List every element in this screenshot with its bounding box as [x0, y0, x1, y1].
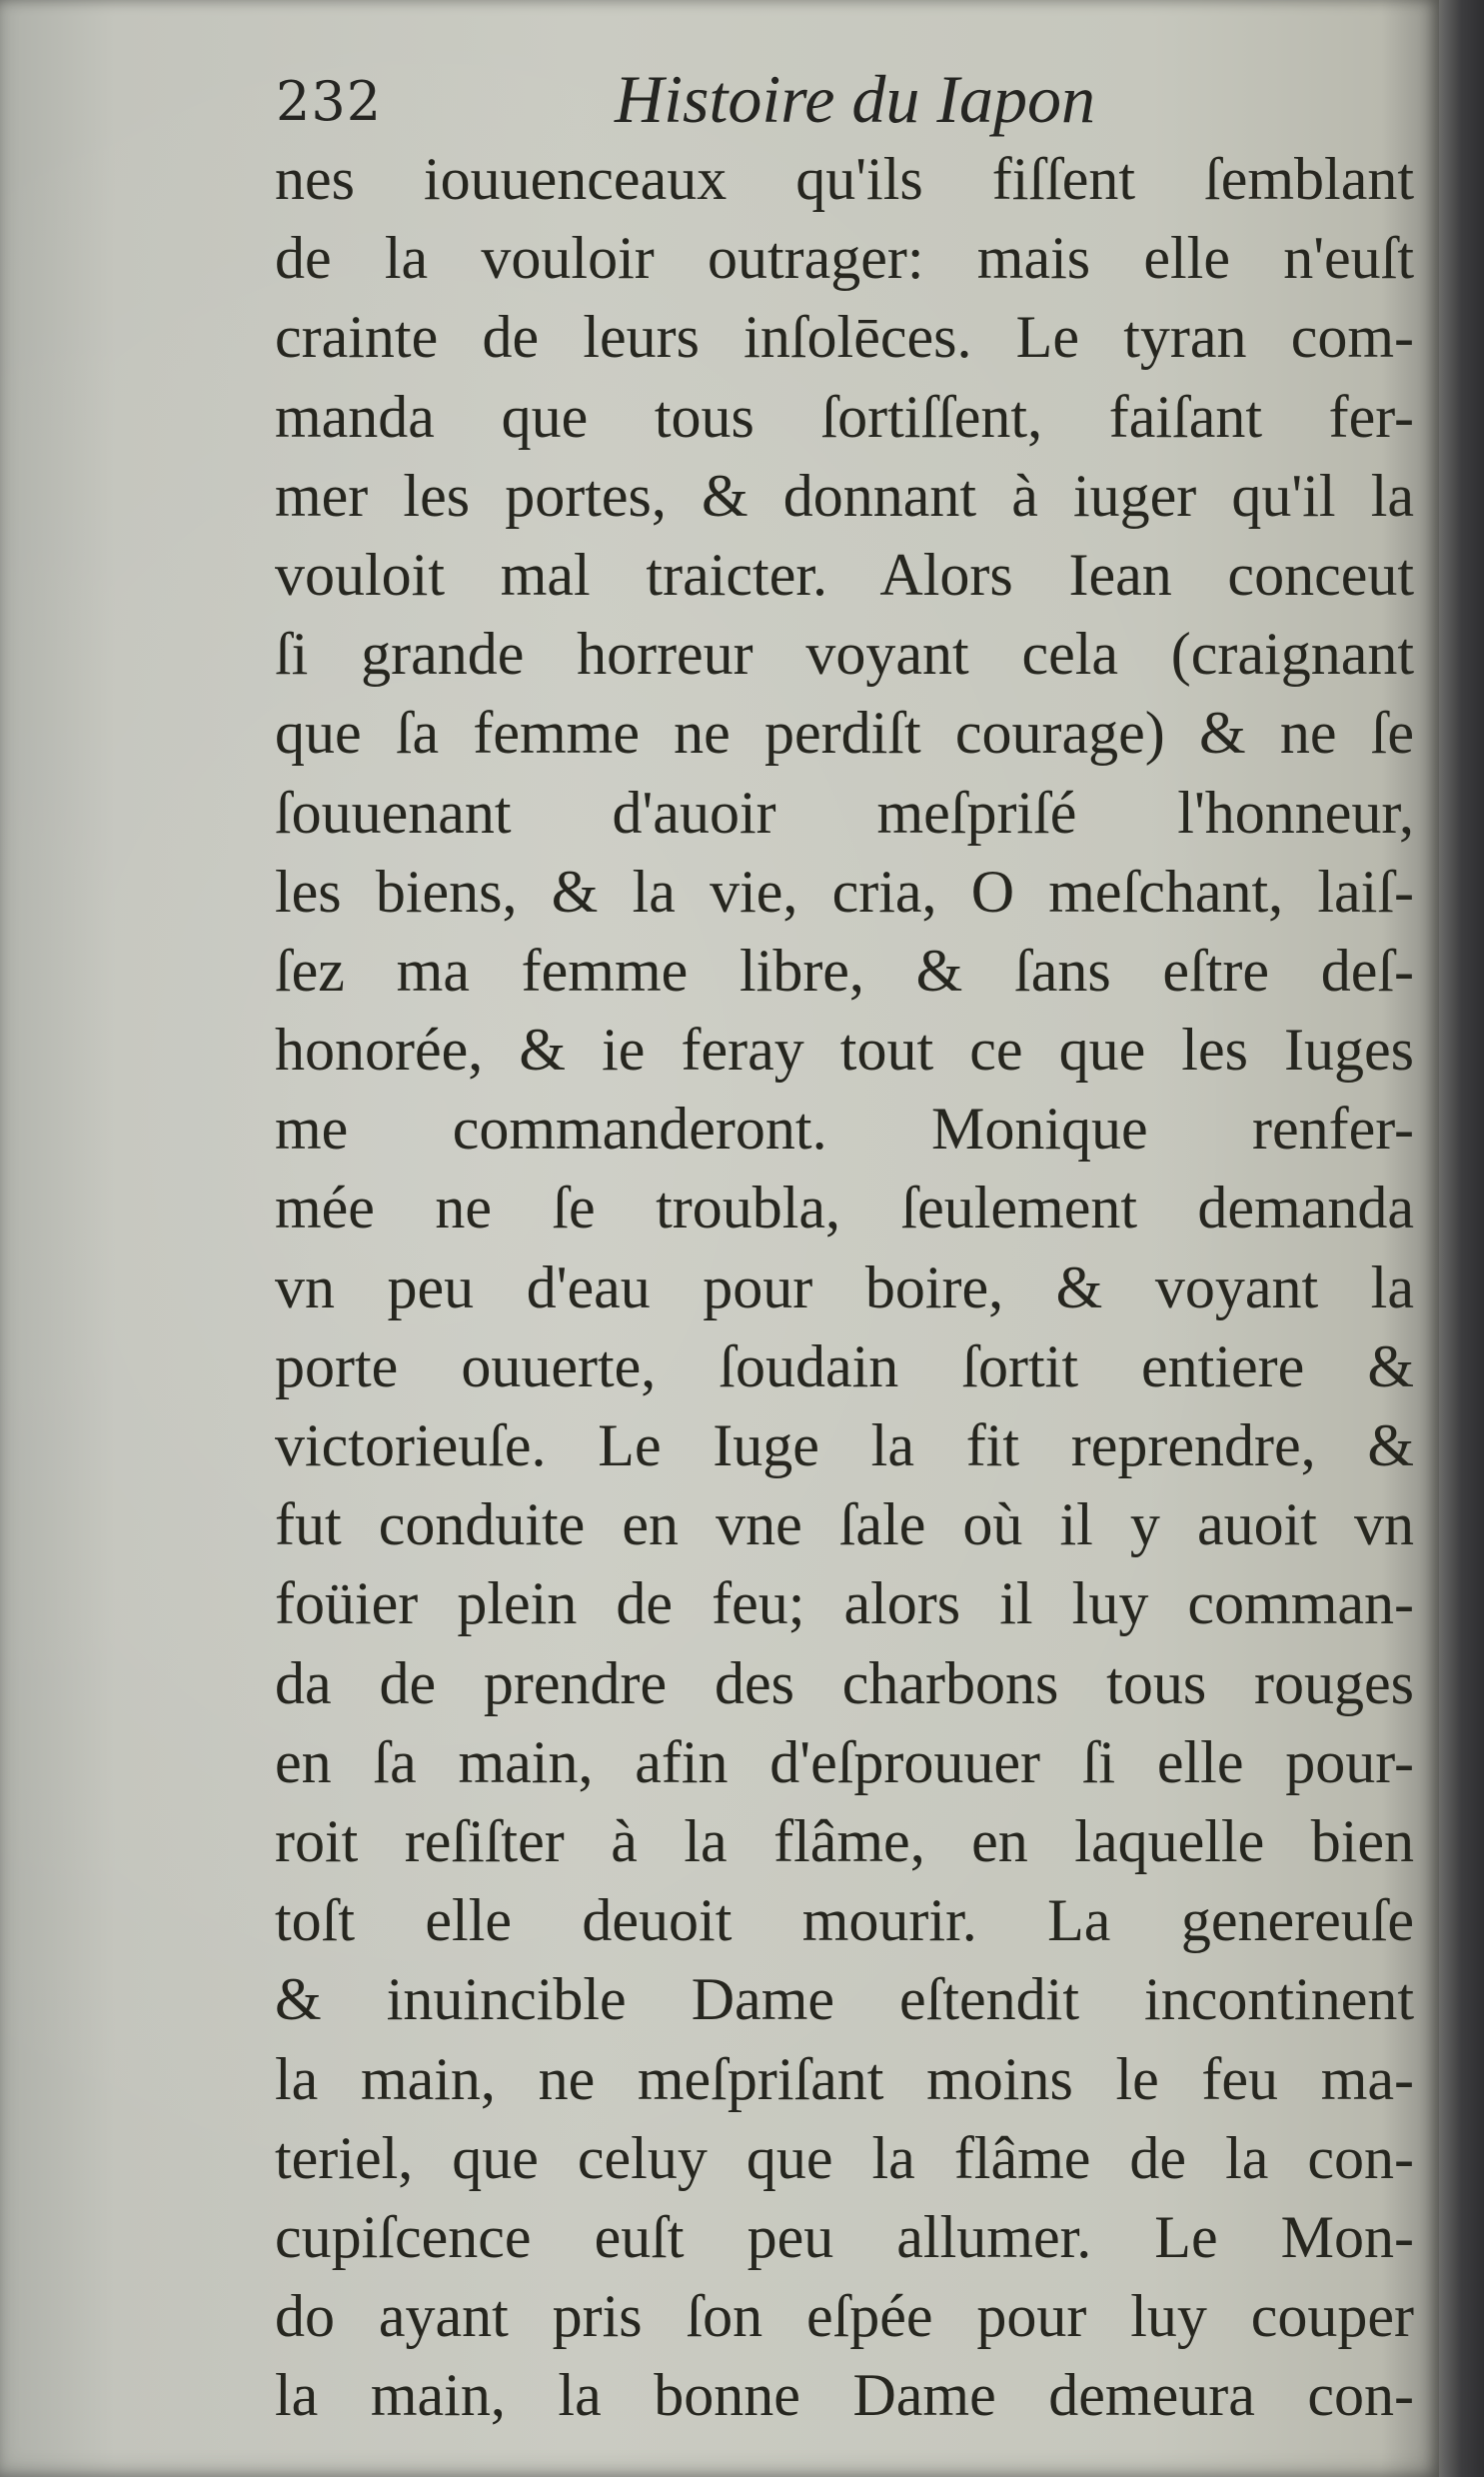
body-text: [275, 140, 1414, 2435]
text-line: toſt elle deuoit mourir. La genereuſe: [275, 1887, 1414, 1954]
text-line: honorée, & ie feray tout ce que les Iuges: [275, 1017, 1414, 1084]
text-line: manda que tous ſortiſſent, faiſant fer-: [275, 383, 1414, 450]
running-head: Histoire du Iapon: [615, 61, 1096, 137]
text-line: nes iouuenceaux qu'ils fiſſent ſemblant: [275, 146, 1414, 212]
text-line: mée ne ſe troubla, ſeulement demanda: [275, 1175, 1414, 1241]
text-line: teriel, que celuy que la flâme de la con-: [275, 2124, 1414, 2191]
page-number: 232: [276, 70, 383, 133]
text-line: me commanderont. Monique renfer-: [275, 1096, 1414, 1163]
text-line: roit reſiſter à la flâme, en laquelle bien: [275, 1807, 1414, 1874]
text-line: cupiſcence euſt peu allumer. Le Mon-: [275, 2203, 1414, 2270]
text-line: victorieuſe. Le Iuge la fit reprendre, &: [275, 1412, 1414, 1478]
page-edge-shadow: [1439, 0, 1484, 2477]
text-line: porte ouuerte, ſoudain ſortit entiere &: [275, 1332, 1414, 1399]
text-line: do ayant pris ſon eſpée pour luy couper: [275, 2283, 1414, 2350]
text-line: ſouuenant d'auoir meſpriſé l'honneur,: [275, 779, 1414, 846]
text-line: la main, la bonne Dame demeura con-: [275, 2362, 1414, 2429]
text-line: ſez ma femme libre, & ſans eſtre deſ-: [275, 937, 1414, 1004]
text-line: foüier plein de feu; alors il luy comman-: [275, 1570, 1414, 1637]
text-line: vouloit mal traicter. Alors Iean conceut: [275, 541, 1414, 608]
text-line: & inuincible Dame eſtendit incontinent: [275, 1966, 1414, 2033]
text-line: crainte de leurs inſolēces. Le tyran com-: [275, 304, 1414, 371]
text-line: que ſa femme ne perdiſt courage) & ne ſe: [275, 700, 1414, 767]
text-line: fut conduite en vne ſale où il y auoit vn: [275, 1491, 1414, 1558]
text-line: les biens, & la vie, cria, O meſchant, laiſ-: [275, 858, 1414, 925]
text-line: da de prendre des charbons tous rouges: [275, 1649, 1414, 1716]
text-line: de la vouloir outrager: mais elle n'euſt: [275, 225, 1414, 292]
page-header: [270, 56, 1409, 146]
text-line: mer les portes, & donnant à iuger qu'il la: [275, 462, 1414, 529]
text-line: ſi grande horreur voyant cela (craignant: [275, 621, 1414, 688]
text-line: vn peu d'eau pour boire, & voyant la: [275, 1253, 1414, 1320]
text-line: en ſa main, afin d'eſprouuer ſi elle pour-: [275, 1728, 1414, 1795]
text-line: la main, ne meſpriſant moins le feu ma-: [275, 2045, 1414, 2112]
